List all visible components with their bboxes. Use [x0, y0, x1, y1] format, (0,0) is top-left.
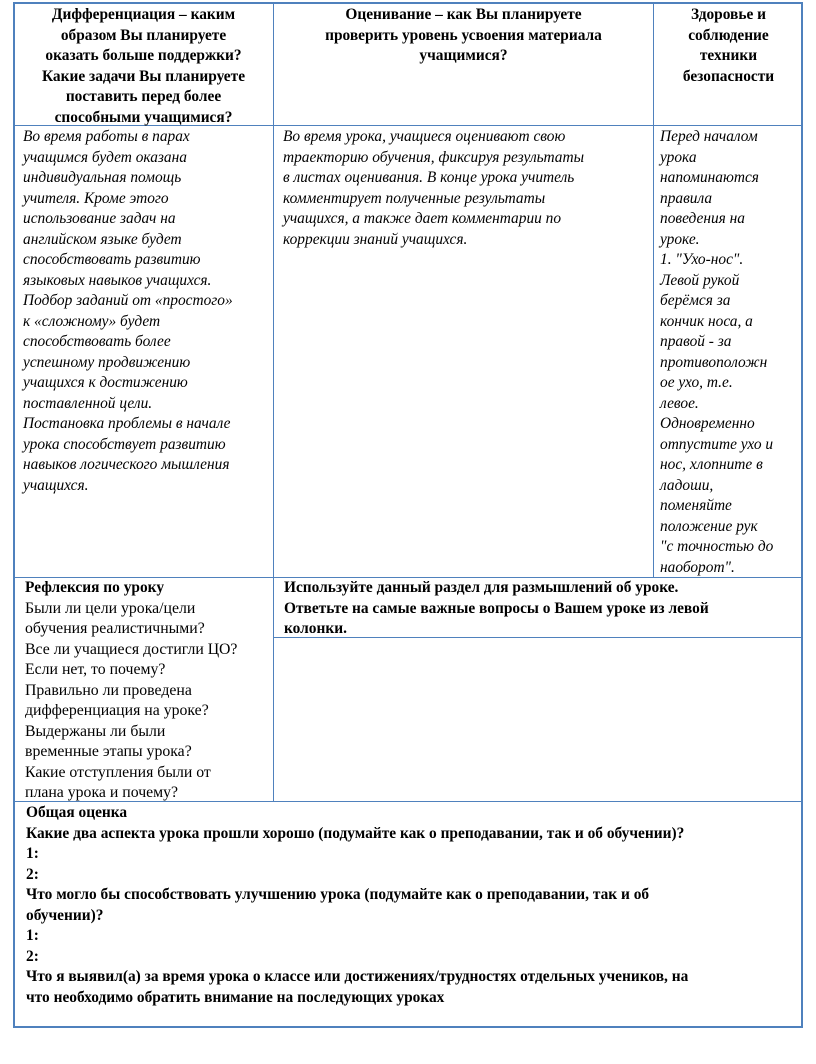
text-line: 1: [26, 927, 39, 944]
text-line: техники [699, 47, 758, 64]
text-line: напоминаются [660, 169, 759, 186]
text-line: Одновременно [660, 415, 755, 432]
text-line: плана урока и почему? [25, 784, 179, 801]
text-line: правой - за [660, 333, 732, 350]
text-line: 1. "Ухо-нос". [660, 251, 744, 268]
text-line: положение рук [660, 517, 758, 535]
text-line: к «сложному» будет [23, 312, 161, 330]
text-line: Ответьте на самые важные вопросы о Вашем уроке из левой [284, 599, 709, 617]
text-line: Подбор заданий от «простого» [23, 292, 233, 309]
text-line: отпустите ухо и [660, 435, 774, 453]
text-line: поменяйте [660, 497, 732, 514]
text-line: успешному продвижению [23, 353, 191, 371]
text-line: Все ли учащиеся достигли ЦО? [25, 640, 238, 658]
text-line: учащимися? [419, 47, 508, 64]
text-line: Дифференциация – каким [51, 6, 236, 23]
text-line: учащихся к достижению [23, 374, 188, 391]
text-line: 1: [26, 845, 39, 862]
text-line: 2: [26, 947, 39, 965]
text-line: Постановка проблемы в начале [23, 415, 231, 432]
text-line: Общая оценка [26, 804, 128, 821]
text-line: соблюдение [688, 26, 769, 44]
text-line: Что я выявил(а) за время урока о классе или достижениях/трудностях отдельных учеников, на [26, 968, 689, 985]
text-line: ладоши, [660, 476, 714, 494]
text-line: противоположн [660, 353, 768, 371]
divider-col1-top [273, 2, 274, 578]
text-line: Во время работы в парах [23, 128, 190, 145]
text-line: способствовать развитию [23, 251, 201, 268]
text-line: в листах оценивания. В конце урока учитель [283, 169, 575, 186]
text-line: правила [660, 189, 713, 207]
divider-col2-top [653, 2, 654, 578]
text-line: использование задач на [23, 210, 176, 227]
text-line: обучения реалистичными? [25, 620, 205, 637]
text-line: языковых навыков учащихся. [23, 271, 212, 289]
text-line: дифференциация на уроке? [25, 702, 209, 719]
text-line: Оценивание – как Вы планируете [345, 6, 582, 23]
reflection-title: Рефлексия по уроку [25, 579, 165, 596]
text-line: обучении)? [26, 906, 104, 924]
text-line: оказать больше поддержки? [45, 47, 242, 64]
text-line: временные этапы урока? [25, 743, 192, 760]
header-health-safety [656, 5, 801, 87]
header-assessment [276, 5, 651, 67]
text-line: образом Вы планируете [60, 26, 227, 44]
text-line: колонки. [284, 620, 347, 637]
text-line: уроке. [660, 230, 700, 248]
text-line: ое ухо, т.е. [660, 374, 733, 391]
header-differentiation [16, 5, 271, 128]
text-line: Если нет, то почему? [25, 661, 166, 678]
text-line: способствовать более [23, 333, 171, 350]
text-line: учащимся будет оказана [23, 148, 187, 166]
text-line: учащихся. [23, 476, 89, 494]
text-line: траекторию обучения, фиксируя результаты [283, 148, 584, 166]
body-differentiation [23, 127, 271, 496]
text-line: Используйте данный раздел для размышлений об уроке. [284, 579, 679, 596]
text-line: Были ли цели урока/цели [25, 599, 196, 617]
text-line: Какие отступления были от [25, 763, 211, 781]
text-line: учащихся, а также дает комментарии по [283, 210, 562, 227]
text-line: коррекции знаний учащихся. [283, 230, 468, 248]
text-line: способными учащимися? [54, 108, 233, 126]
text-line: нос, хлопните в [660, 456, 763, 473]
body-assessment [283, 127, 651, 250]
text-line: английском языке будет [23, 230, 182, 248]
text-line: Какие два аспекта урока прошли хорошо (подумайте как о преподавании, так и об обучении)? [26, 824, 685, 842]
text-line: навыков логического мышления [23, 456, 230, 473]
text-line: левое. [660, 394, 699, 412]
overall-assessment [26, 803, 801, 1008]
text-line: что необходимо обратить внимание на последующих уроках [26, 988, 445, 1006]
text-line: индивидуальная помощь [23, 169, 182, 186]
text-line: поведения на [660, 210, 745, 227]
text-line: комментирует полученные результаты [283, 189, 546, 207]
text-line: наоборот". [660, 558, 735, 576]
text-line: учителя. Кроме этого [23, 189, 169, 207]
text-line: Левой рукой [660, 271, 740, 289]
text-line: проверить уровень усвоения материала [325, 26, 602, 44]
text-line: безопасности [682, 67, 775, 85]
reflection-questions [25, 578, 271, 804]
text-line: поставленной цели. [23, 394, 153, 412]
text-line: урока способствует развитию [23, 435, 226, 453]
body-health-safety [660, 127, 801, 578]
text-line: Выдержаны ли были [25, 722, 166, 740]
text-line: Правильно ли проведена [25, 681, 192, 699]
text-line: поставить перед более [65, 88, 222, 105]
text-line: Во время урока, учащиеся оценивают свою [283, 128, 566, 145]
text-line: Перед началом [660, 128, 758, 145]
text-line: Здоровье и [690, 6, 767, 23]
reflection-instruction [284, 578, 801, 640]
text-line: берёмся за [660, 292, 731, 309]
text-line: "с точностью до [660, 538, 774, 555]
reflection-answer-area[interactable] [274, 638, 803, 801]
text-line: урока [660, 148, 697, 166]
text-line: Что могло бы способствовать улучшению урока (подумайте как о преподавании, так и об [26, 886, 650, 903]
text-line: 2: [26, 865, 39, 883]
text-line: Какие задачи Вы планируете [41, 67, 246, 85]
text-line: кончик носа, а [660, 312, 753, 330]
